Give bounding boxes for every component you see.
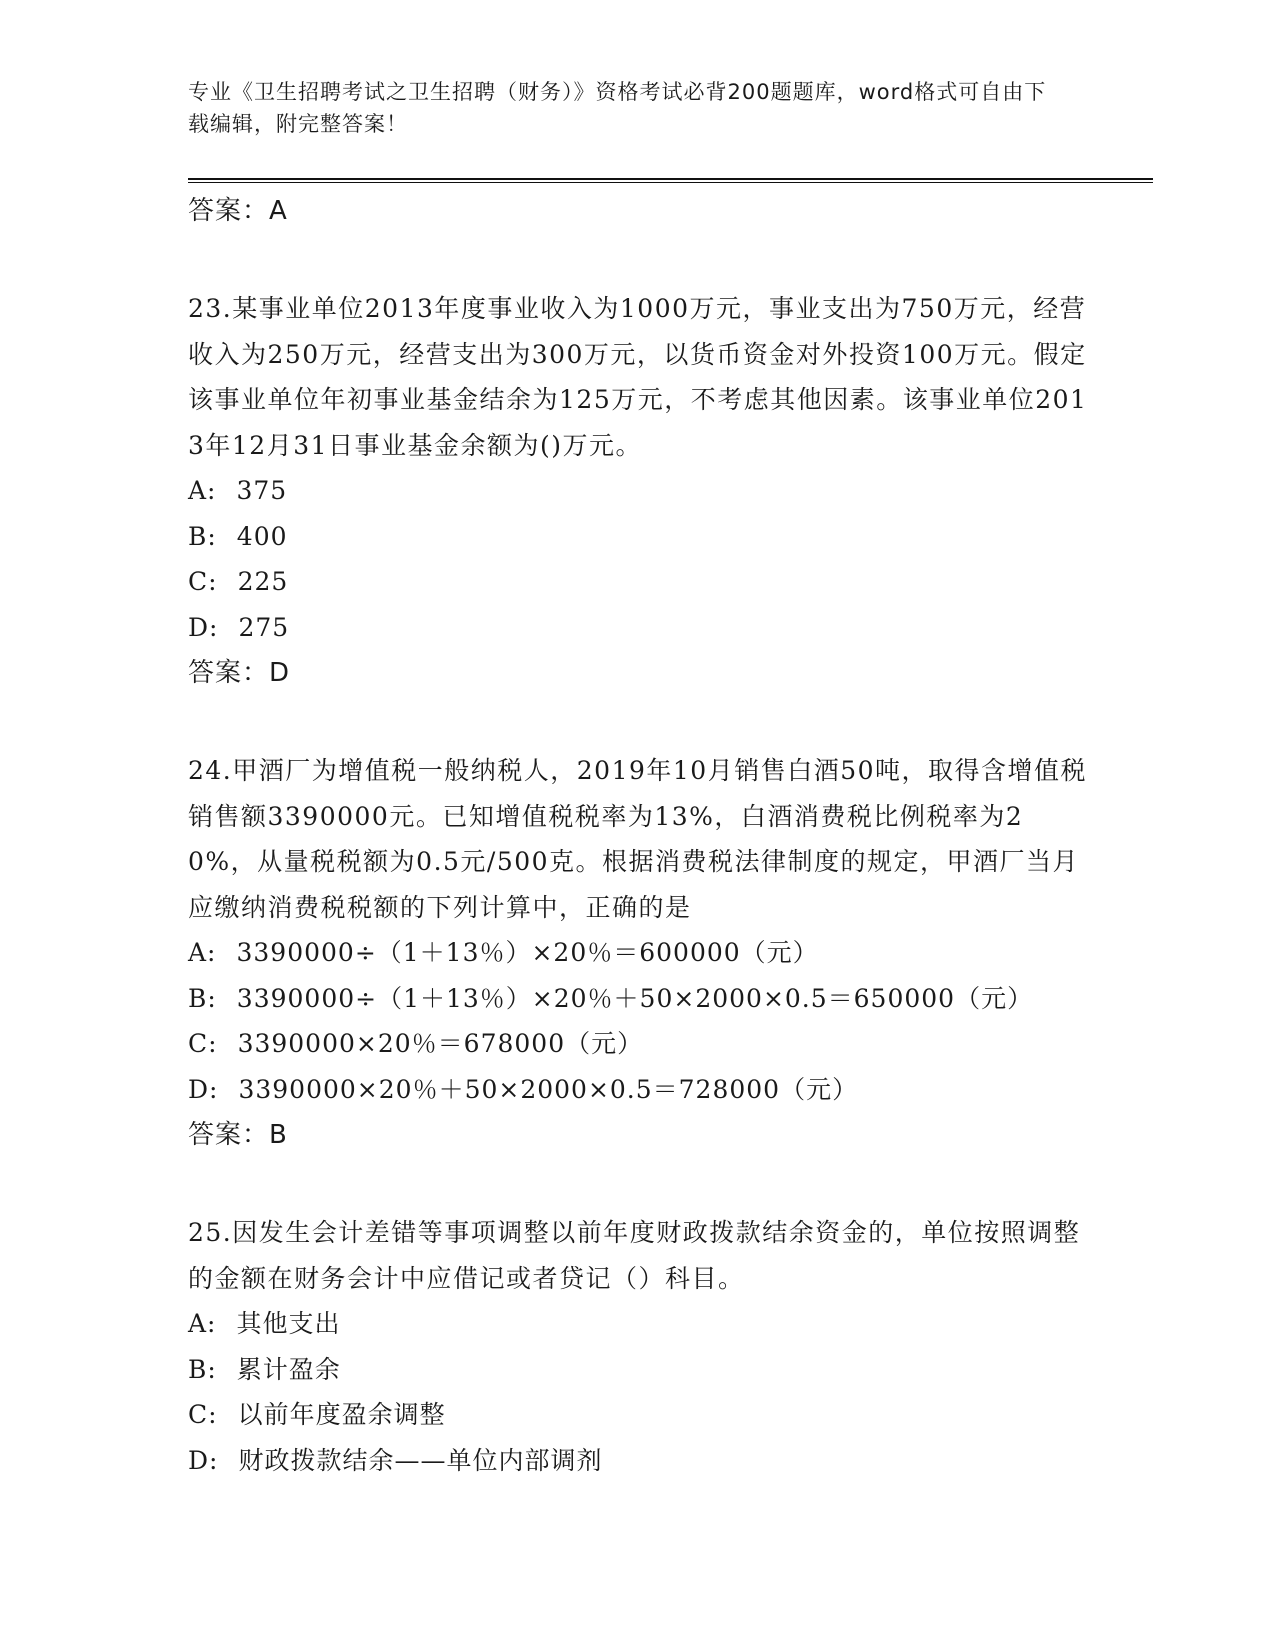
option-text: 3390000÷（1＋13％）×20％＋50×2000×0.5＝650000（元） (236, 983, 1034, 1013)
question-item (188, 1210, 1088, 1483)
option-text: 其他支出 (236, 1309, 341, 1338)
option-text: 400 (236, 521, 288, 551)
option-letter: B: (188, 983, 217, 1013)
option-text: 3390000÷（1＋13％）×20％＝600000（元） (236, 938, 819, 967)
option-text: 3390000×20％＝678000（元） (237, 1029, 644, 1058)
question-stem: 23.某事业单位2013年度事业收入为1000万元，事业支出为750万元，经营收入为250万元，经营支出为300万元，以货币资金对外投资100万元。假定该事业单位年初事业基金结余为125万元，不考虑其他因素。该事业单位2013年12月31日事业基金余额为()万元。 (188, 294, 1088, 460)
answer-label: 答案：A (188, 196, 288, 226)
option-b (188, 976, 1088, 1022)
option-letter: B: (188, 1354, 217, 1384)
option-d (188, 1438, 1088, 1484)
question-item (188, 286, 1088, 696)
question-item (188, 748, 1088, 1158)
option-c (188, 1021, 1088, 1067)
header-title: 专业《卫生招聘考试之卫生招聘（财务）》资格考试必背200题题库，word格式可自由下载编辑，附完整答案！ (188, 80, 1047, 136)
option-a (188, 468, 1088, 514)
option-letter: A: (188, 1309, 217, 1338)
question-list (188, 188, 1088, 1483)
option-c (188, 1392, 1088, 1438)
option-text: 以前年度盈余调整 (237, 1400, 446, 1429)
option-letter: D: (188, 1074, 219, 1104)
option-text: 275 (238, 612, 290, 642)
option-a (188, 930, 1088, 976)
option-text: 225 (237, 567, 289, 596)
option-d (188, 605, 1088, 651)
option-letter: A: (188, 938, 217, 967)
header-divider (188, 178, 1153, 180)
option-text: 财政拨款结余——单位内部调剂 (238, 1445, 603, 1475)
option-letter: D: (188, 1445, 219, 1475)
page-header (188, 76, 1068, 140)
option-letter: C: (188, 1029, 218, 1058)
option-text: 累计盈余 (236, 1354, 341, 1384)
answer-label: 答案：B (188, 1120, 288, 1150)
option-c (188, 559, 1088, 605)
option-letter: D: (188, 612, 219, 642)
answer-label: 答案：D (188, 658, 291, 688)
option-b (188, 514, 1088, 560)
option-text: 375 (236, 476, 288, 505)
option-d (188, 1067, 1088, 1113)
option-b (188, 1347, 1088, 1393)
header-divider-thin (188, 182, 1153, 183)
option-letter: C: (188, 567, 218, 596)
option-a (188, 1301, 1088, 1347)
option-text: 3390000×20％＋50×2000×0.5＝728000（元） (238, 1074, 859, 1104)
option-letter: B: (188, 521, 217, 551)
option-letter: A: (188, 476, 217, 505)
question-stem: 25.因发生会计差错等事项调整以前年度财政拨款结余资金的，单位按照调整的金额在财务会计中应借记或者贷记（）科目。 (188, 1218, 1081, 1293)
option-letter: C: (188, 1400, 218, 1429)
question-stem: 24.甲酒厂为增值税一般纳税人，2019年10月销售白酒50吨，取得含增值税销售额3390000元。已知增值税税率为13%，白酒消费税比例税率为20%，从量税税额为0.5元/500克。根据消费税法律制度的规定，甲酒厂当月应缴纳消费税税额的下列计算中，正确的是 (188, 756, 1088, 922)
